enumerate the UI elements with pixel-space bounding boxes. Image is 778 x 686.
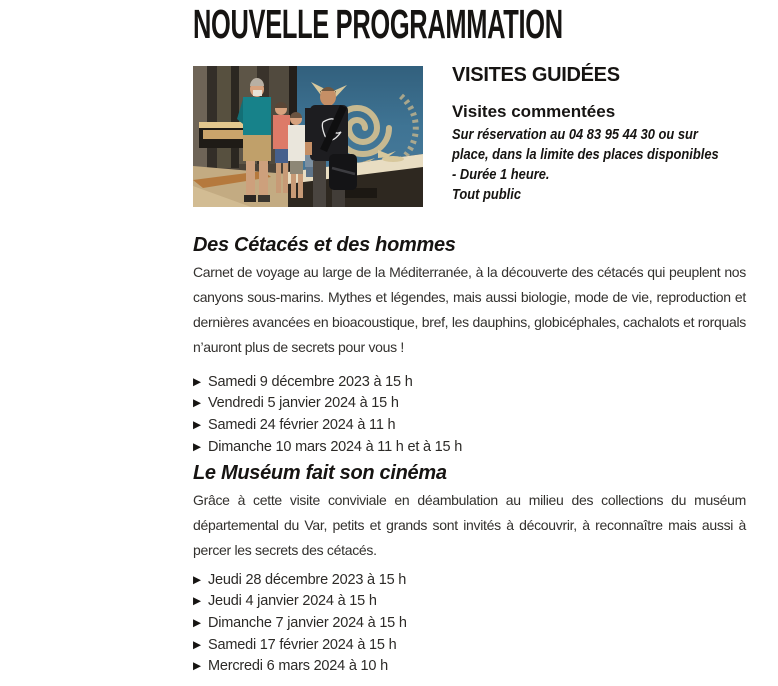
date-item (193, 591, 407, 613)
date-text: Samedi 17 février 2024 à 15 h (208, 636, 397, 653)
date-text: Dimanche 7 janvier 2024 à 15 h (208, 614, 407, 631)
page-title (193, 2, 778, 46)
date-text: Dimanche 10 mars 2024 à 11 h et à 15 h (208, 438, 463, 455)
date-text: Jeudi 28 décembre 2023 à 15 h (208, 571, 407, 588)
triangle-bullet-icon: ▶ (193, 418, 201, 431)
section-museum-cinema (193, 462, 746, 563)
museum-visitors-photo-illustration (193, 66, 423, 207)
date-item (193, 436, 462, 458)
date-item (193, 393, 462, 415)
date-item (193, 634, 407, 656)
section-body: Grâce à cette visite conviviale en déambulation au milieu des collections du muséum départemental du Var, petits et grands sont invités à découvrir, à reconnaître mais aussi à percer les secrets des cétacés. (193, 492, 746, 558)
details-line: place, dans la limite des places disponibles (452, 146, 719, 163)
triangle-bullet-icon: ▶ (193, 375, 201, 388)
triangle-bullet-icon: ▶ (193, 616, 201, 629)
date-item (193, 414, 462, 436)
visites-photo (193, 66, 423, 207)
dates-list-museum-cinema (193, 569, 407, 677)
guided-visits-heading: VISITES GUIDÉES (452, 64, 620, 86)
date-text: Jeudi 4 janvier 2024 à 15 h (208, 593, 377, 610)
guided-visits-details (452, 125, 757, 185)
guided-visits-panel (452, 64, 757, 205)
details-line: - Durée 1 heure. (452, 166, 550, 183)
date-item (193, 371, 462, 393)
guided-visits-subheading: Visites commentées (452, 102, 616, 121)
dates-list-cetaces (193, 371, 462, 457)
date-text: Samedi 9 décembre 2023 à 15 h (208, 373, 413, 390)
section-heading: Le Muséum fait son cinéma (193, 462, 447, 484)
triangle-bullet-icon: ▶ (193, 595, 201, 608)
triangle-bullet-icon: ▶ (193, 660, 201, 673)
page-title-text: NOUVELLE PROGRAMMATION (193, 1, 563, 47)
triangle-bullet-icon: ▶ (193, 397, 201, 410)
date-text: Samedi 24 février 2024 à 11 h (208, 416, 396, 433)
date-item (193, 655, 407, 677)
section-heading: Des Cétacés et des hommes (193, 234, 456, 256)
date-item (193, 612, 407, 634)
triangle-bullet-icon: ▶ (193, 638, 201, 651)
section-cetaces (193, 234, 746, 360)
section-body: Carnet de voyage au large de la Méditerranée, à la découverte des cétacés qui peuplent nos canyons sous-marins. Mythes et légendes, mais aussi biologie, mode de vie, reproduction et dernières avancées en bioacoustique, bref, les dauphins, globicéphales, cachalots et rorquals n’auront plus de secrets pour vous ! (193, 264, 746, 355)
triangle-bullet-icon: ▶ (193, 440, 201, 453)
triangle-bullet-icon: ▶ (193, 573, 201, 586)
date-text: Mercredi 6 mars 2024 à 10 h (208, 658, 388, 675)
date-text: Vendredi 5 janvier 2024 à 15 h (208, 395, 399, 412)
details-line: Sur réservation au 04 83 95 44 30 ou sur (452, 126, 698, 143)
date-item (193, 569, 407, 591)
guided-visits-audience: Tout public (452, 186, 522, 203)
